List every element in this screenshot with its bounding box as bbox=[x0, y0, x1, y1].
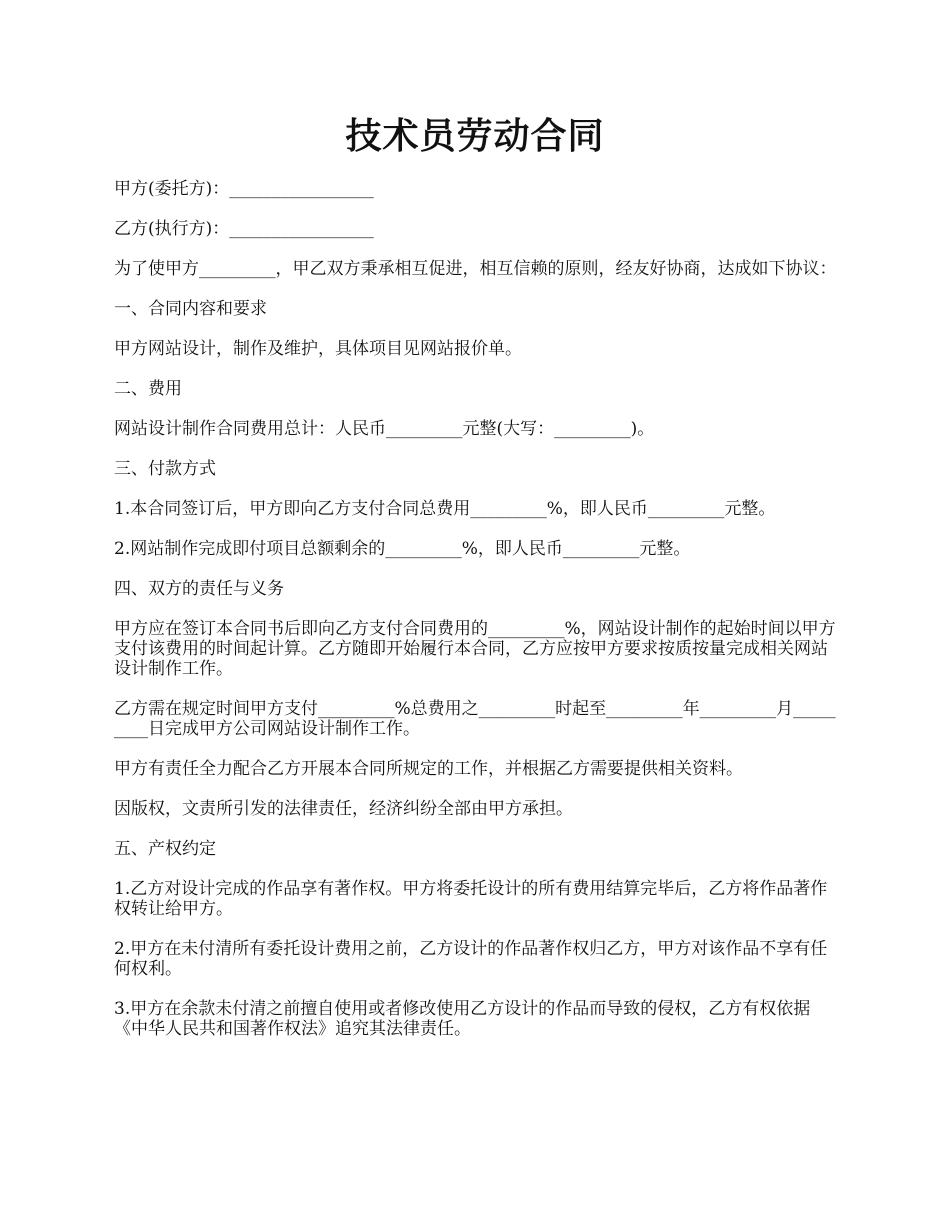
section-1-paragraph: 甲方网站设计，制作及维护，具体项目见网站报价单。 bbox=[114, 339, 522, 359]
section-heading-4: 四、双方的责任与义务 bbox=[114, 579, 284, 599]
copyright-item-2: 2.甲方在未付清所有委托设计费用之前，乙方设计的作品著作权归乙方，甲方对该作品不享有任何权利。 bbox=[114, 939, 828, 979]
responsibility-paragraph-3: 甲方有责任全力配合乙方开展本合同所规定的工作，并根据乙方需要提供相关资料。 bbox=[114, 759, 743, 779]
section-heading-2: 二、费用 bbox=[114, 379, 182, 399]
section-heading-5: 五、产权约定 bbox=[114, 839, 216, 859]
document-body bbox=[114, 179, 838, 1059]
payment-item-1: 1.本合同签订后，甲方即向乙方支付合同总费用_________%，即人民币_________元整。 bbox=[114, 499, 776, 519]
payment-item-2: 2.网站制作完成即付项目总额剩余的_________%，即人民币_________元整。 bbox=[114, 539, 691, 559]
responsibility-paragraph-2: 乙方需在规定时间甲方支付_________%总费用之_________时起至_________年_________月_________日完成甲方公司网站设计制作工作。 bbox=[114, 699, 836, 739]
copyright-item-1: 1.乙方对设计完成的作品享有著作权。甲方将委托设计的所有费用结算完毕后，乙方将作品著作权转让给甲方。 bbox=[114, 879, 828, 919]
copyright-item-3: 3.甲方在余款未付清之前擅自使用或者修改使用乙方设计的作品而导致的侵权，乙方有权依据《中华人民共和国著作权法》追究其法律责任。 bbox=[114, 999, 811, 1039]
section-heading-3: 三、付款方式 bbox=[114, 459, 216, 479]
section-heading-1: 一、合同内容和要求 bbox=[114, 299, 267, 319]
responsibility-paragraph-1: 甲方应在签订本合同书后即向乙方支付合同费用的_________%，网站设计制作的起始时间以甲方支付该费用的时间起计算。乙方随即开始履行本合同，乙方应按甲方要求按质按量完成相关网站设计制作工作。 bbox=[114, 619, 836, 679]
responsibility-paragraph-4: 因版权，文责所引发的法律责任，经济纠纷全部由甲方承担。 bbox=[114, 799, 573, 819]
party-b-line: 乙方(执行方)：_________________ bbox=[114, 219, 374, 239]
party-a-line: 甲方(委托方)：_________________ bbox=[114, 179, 374, 199]
section-2-paragraph: 网站设计制作合同费用总计：人民币_________元整(大写：_________)。 bbox=[114, 419, 655, 439]
document-title: 技术员劳动合同 bbox=[345, 115, 605, 157]
preamble-paragraph: 为了使甲方_________，甲乙双方秉承相互促进，相互信赖的原则，经友好协商，达成如下协议： bbox=[114, 259, 837, 279]
